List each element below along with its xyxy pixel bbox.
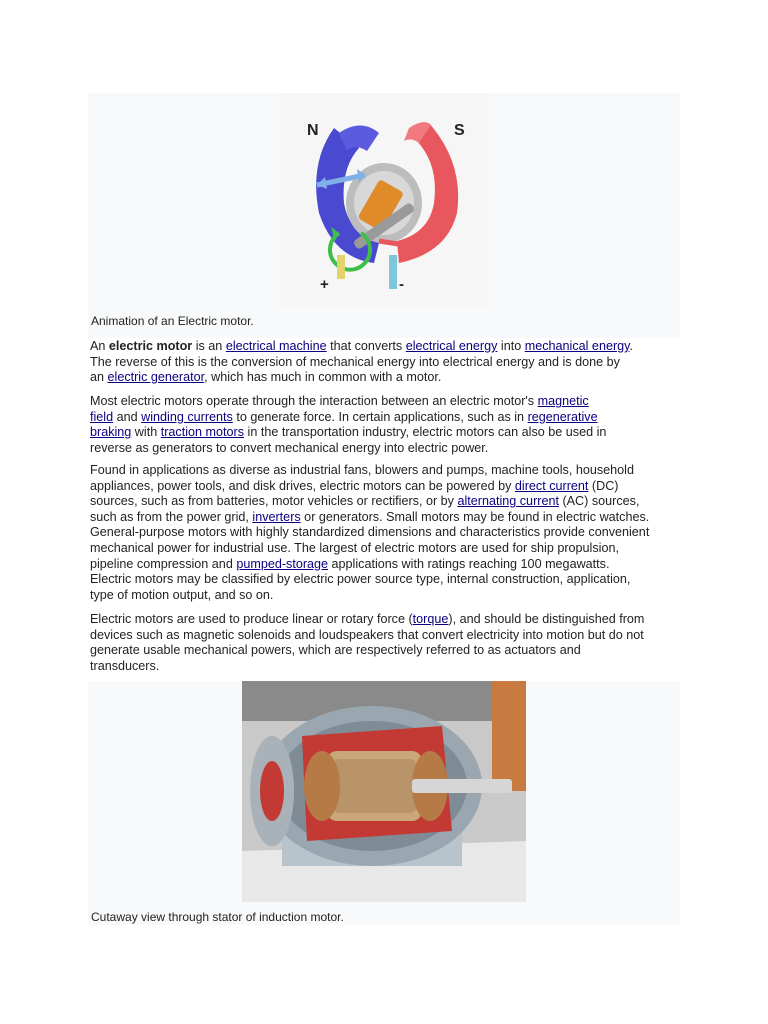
paragraph-intro	[90, 339, 680, 386]
text: ), and should be distinguished from	[448, 612, 645, 626]
cutaway-motor-image	[242, 681, 526, 902]
paragraph-force	[90, 612, 680, 674]
cutaway-motor-photo	[242, 681, 526, 902]
link-inverters[interactable]: inverters	[252, 509, 301, 524]
motor-animation-image	[279, 93, 489, 306]
north-pole-label: N	[307, 122, 319, 139]
text: into	[497, 339, 525, 353]
text: Most electric motors operate through the interaction between an electric motor's	[90, 394, 538, 408]
link-traction-motors[interactable]: traction motors	[160, 425, 245, 440]
text-line: transducers.	[90, 658, 160, 673]
link-pumped-storage[interactable]: pumped-storage	[236, 556, 329, 571]
link-torque[interactable]: torque	[412, 612, 449, 626]
text-line	[90, 612, 680, 628]
motor-diagram-illustration	[279, 93, 489, 306]
link-magnetic-field[interactable]: field	[90, 409, 114, 424]
text: or generators. Small motors may be found in electric watches.	[300, 509, 650, 524]
text: sources, such as from batteries, motor vehicles or rectifiers, or by	[90, 494, 458, 509]
bold-term: electric motor	[108, 339, 193, 353]
text-line: Found in applications as diverse as industrial fans, blowers and pumps, machine tools, household	[90, 463, 634, 477]
text-line	[90, 479, 680, 495]
text: An	[90, 339, 109, 353]
south-pole-label: S	[454, 122, 465, 139]
text-line	[90, 425, 680, 441]
figure-motor-animation	[88, 93, 680, 338]
text-line	[90, 370, 680, 386]
text: and	[113, 409, 142, 424]
text: to generate force. In certain applications, such as in	[232, 409, 528, 424]
link-electrical-machine[interactable]: electrical machine	[225, 339, 327, 353]
link-magnetic-field[interactable]: magnetic	[537, 394, 589, 408]
link-regenerative-braking[interactable]: braking	[90, 425, 132, 440]
text-line	[90, 494, 680, 510]
text: is an	[192, 339, 226, 353]
text-line	[90, 410, 680, 426]
link-mechanical-energy[interactable]: mechanical energy	[524, 339, 630, 353]
text-line: devices such as magnetic solenoids and loudspeakers that convert electricity into motion but do not	[90, 627, 644, 642]
text: such as from the power grid,	[90, 509, 253, 524]
text-line: The reverse of this is the conversion of mechanical energy into electrical energy and is done by	[90, 354, 620, 369]
text: Electric motors are used to produce linear or rotary force (	[90, 612, 413, 626]
paragraph-applications	[90, 463, 680, 603]
text-line: type of motion output, and so on.	[90, 587, 274, 602]
text: applications with ratings reaching 100 megawatts.	[328, 556, 610, 571]
paragraph-operation	[90, 394, 680, 456]
link-alternating-current[interactable]: alternating current	[457, 494, 559, 509]
plus-terminal-label: +	[320, 276, 329, 293]
text-line	[90, 339, 680, 355]
figure-caption: Cutaway view through stator of induction motor.	[91, 910, 344, 924]
text-line	[90, 510, 680, 526]
text: appliances, power tools, and disk drives, electric motors can be powered by	[90, 478, 515, 493]
text: .	[629, 339, 634, 353]
text-line	[90, 394, 680, 410]
text: pipeline compression and	[90, 556, 237, 571]
figure-caption: Animation of an Electric motor.	[91, 314, 254, 328]
figure-cutaway-motor	[88, 681, 680, 925]
text: (AC) sources,	[558, 494, 640, 509]
text: , which has much in common with a motor.	[204, 370, 442, 385]
minus-terminal-label: -	[399, 276, 404, 293]
text: that converts	[326, 339, 406, 353]
text: an	[90, 370, 108, 385]
text: with	[131, 425, 161, 440]
link-electric-generator[interactable]: electric generator	[107, 370, 205, 385]
text: (DC)	[588, 478, 619, 493]
text-line	[90, 557, 680, 573]
link-winding-currents[interactable]: winding currents	[141, 409, 233, 424]
text-line: reverse as generators to convert mechanical energy into electric power.	[90, 440, 489, 455]
link-regenerative-braking[interactable]: regenerative	[527, 409, 598, 424]
text-line: mechanical power for industrial use. The largest of electric motors are used for ship propulsion,	[90, 540, 619, 555]
link-electrical-energy[interactable]: electrical energy	[405, 339, 498, 353]
text-line: Electric motors may be classified by electric power source type, internal construction, application,	[90, 572, 631, 587]
text-line: generate usable mechanical powers, which are respectively referred to as actuators and	[90, 643, 581, 658]
text-line: General-purpose motors with highly standardized dimensions and characteristics provide convenient	[90, 525, 650, 540]
link-direct-current[interactable]: direct current	[514, 478, 589, 493]
text: in the transportation industry, electric motors can also be used in	[244, 425, 607, 440]
